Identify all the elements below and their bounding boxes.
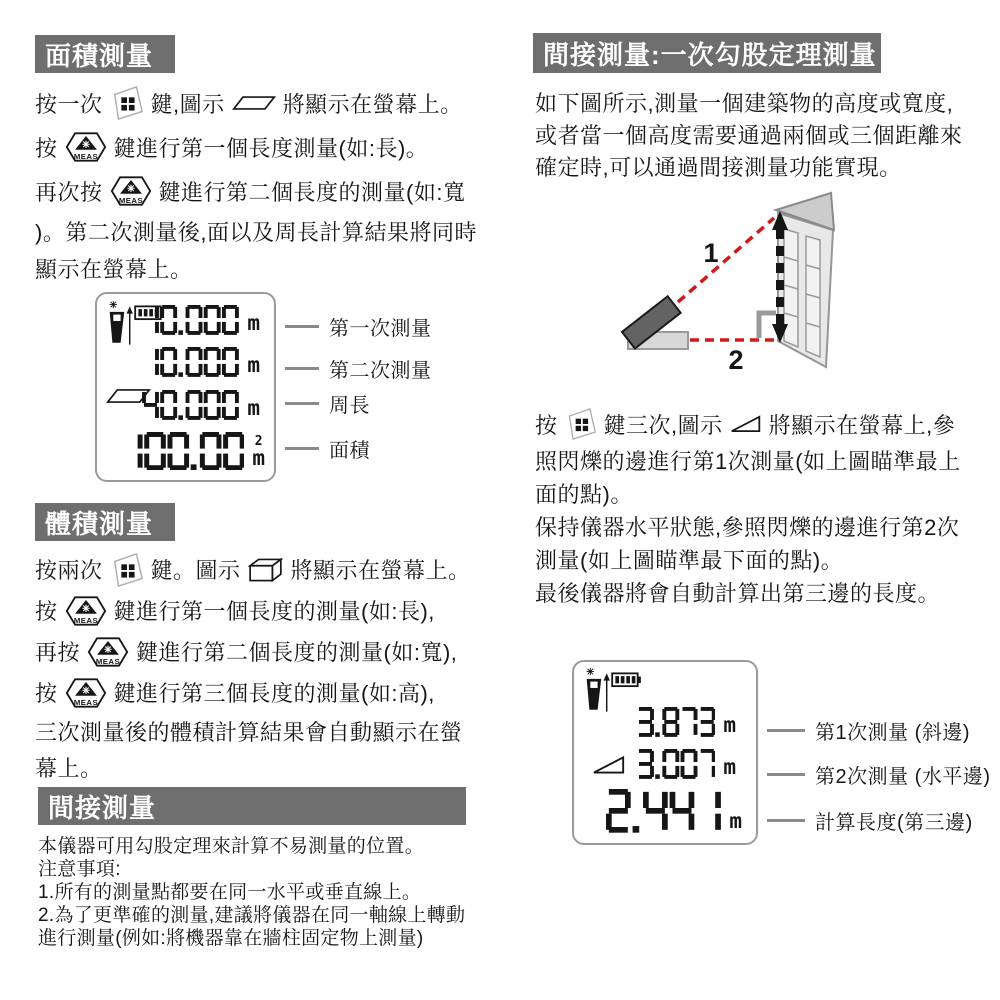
building-diagram xyxy=(540,185,990,400)
lcd-unit: m xyxy=(723,712,736,737)
lcd-unit: m xyxy=(247,395,260,420)
lcd-value xyxy=(142,347,239,377)
note-line: 進行測量(例如:將機器靠在牆柱固定物上測量) xyxy=(38,928,424,949)
building xyxy=(776,193,834,367)
lcd-value xyxy=(637,707,716,737)
triangle-icon xyxy=(730,414,762,434)
lcd-row xyxy=(95,432,265,470)
lcd-value xyxy=(637,749,716,779)
lcd-row-label: 周長 xyxy=(329,394,370,417)
text-segment: 再按 xyxy=(35,640,81,665)
text-line: 或者當一個高度需要通過兩個或三個距離來 xyxy=(535,123,963,148)
section-title-volume-measurement: 體積測量 xyxy=(35,503,175,541)
leader-line xyxy=(285,367,319,370)
lcd-display-pythagoras xyxy=(572,655,992,855)
lcd-row-label: 第1次測量 (斜邊) xyxy=(815,721,970,744)
lcd-row-annotation xyxy=(767,761,991,787)
text-segment: 鍵進行第三個長度的測量(如:高), xyxy=(113,681,435,706)
leader-line xyxy=(767,819,805,822)
lcd-row-label: 面積 xyxy=(329,439,370,462)
lcd-row-label: 第二次測量 xyxy=(329,359,432,382)
section-title-area-measurement: 面積測量 xyxy=(35,35,175,73)
text-segment: 再次按 xyxy=(35,179,103,205)
note-line: 本儀器可用勾股定理來計算不易測量的位置。 xyxy=(38,836,425,857)
text-segment: 鍵,圖示 xyxy=(150,91,225,117)
lcd-row xyxy=(95,305,260,335)
lcd-value xyxy=(142,390,239,420)
area-instructions xyxy=(35,81,513,287)
note-line: 注意事項: xyxy=(38,859,121,880)
lcd-display-area xyxy=(95,292,515,488)
lcd-row-annotation xyxy=(767,807,973,833)
lcd-row-annotation xyxy=(767,717,970,743)
text-segment: 鍵進行第一個長度測量(如:長)。 xyxy=(113,135,429,161)
text-segment: 鍵三次,圖示 xyxy=(603,412,723,438)
text-segment: 鍵。圖示 xyxy=(150,558,241,583)
text-segment: 鍵進行第二個長度的測量(如:寬 xyxy=(158,179,466,205)
text-line xyxy=(35,549,515,590)
section-title-pythagoras: 間接測量:一次勾股定理測量 xyxy=(533,33,881,73)
leader-line xyxy=(285,447,319,450)
diagram-label-1: 1 xyxy=(703,238,719,268)
area-parallelogram-icon xyxy=(232,95,276,111)
lcd-row xyxy=(95,390,260,420)
pythagoras-intro xyxy=(535,88,995,184)
text-line: 確定時,可以通過間接測量功能實現。 xyxy=(535,155,902,180)
text-segment: 按一次 xyxy=(35,91,103,117)
lcd-row-label: 第2次測量 (水平邊) xyxy=(815,765,991,788)
text-line: 測量(如上圖瞄準最下面的點)。 xyxy=(535,548,844,573)
text-line: 面的點)。 xyxy=(535,482,633,507)
laser-line-1 xyxy=(678,218,774,302)
pythagoras-steps xyxy=(535,404,990,609)
section-title-indirect-measurement: 間接測量 xyxy=(38,787,466,825)
text-line: 保持儀器水平狀態,參照閃爍的邊進行第2次 xyxy=(535,515,960,540)
lcd-value xyxy=(142,305,239,335)
text-line: 顯示在螢幕上。 xyxy=(35,257,193,282)
text-segment: 將顯示在螢幕上,參 xyxy=(768,412,956,438)
text-line: 最後儀器將會自動計算出第三邊的長度。 xyxy=(535,581,941,606)
text-segment: 按兩次 xyxy=(35,558,103,583)
text-segment: 按 xyxy=(535,412,558,438)
leader-line xyxy=(767,729,805,732)
lcd-value xyxy=(121,432,245,470)
text-line: 三次測量後的體積計算結果會自動顯示在螢 xyxy=(35,719,463,745)
lcd-row-label: 第一次測量 xyxy=(329,317,432,340)
lcd-unit: m xyxy=(247,310,260,335)
text-segment: 按 xyxy=(35,135,58,161)
note-line: 2.為了更準確的測量,建議將儀器在同一軸線上轉動 xyxy=(38,905,466,926)
keypad-key-icon xyxy=(110,553,144,587)
text-line xyxy=(35,169,513,213)
lcd-unit: m xyxy=(729,808,742,833)
text-segment: 鍵進行第二個長度的測量(如:寬), xyxy=(136,640,458,665)
lcd-row xyxy=(572,789,742,833)
text-line xyxy=(35,81,513,125)
text-line xyxy=(35,631,515,672)
lcd-row-annotation xyxy=(285,390,370,416)
lcd-row xyxy=(572,749,736,779)
lcd-row-annotation xyxy=(285,313,432,339)
diagram-label-2: 2 xyxy=(728,345,744,375)
lcd-value xyxy=(606,789,721,833)
leader-line xyxy=(285,325,319,328)
text-segment: 將顯示在螢幕上。 xyxy=(290,558,471,583)
text-line: 照閃爍的邊進行第1次測量(如上圖瞄準最上 xyxy=(535,449,961,474)
text-line xyxy=(35,590,515,631)
meas-key-icon xyxy=(65,676,107,710)
keypad-key-icon xyxy=(565,408,597,440)
meas-key-icon xyxy=(65,594,107,628)
meas-key-icon xyxy=(65,130,107,164)
keypad-key-icon xyxy=(110,86,144,120)
text-segment: 鍵進行第一個長度的測量(如:長), xyxy=(113,599,435,624)
indirect-notes xyxy=(38,835,498,950)
meas-key-icon xyxy=(110,174,152,208)
text-segment: 按 xyxy=(35,599,58,624)
lcd-unit: m xyxy=(247,352,260,377)
leader-line xyxy=(767,773,805,776)
text-line: 如下圖所示,測量一個建築物的高度或寬度, xyxy=(535,91,954,116)
text-line: )。第二次測量後,面以及周長計算結果將同時 xyxy=(35,220,477,245)
lcd-row-annotation xyxy=(285,355,432,381)
text-segment: 按 xyxy=(35,681,58,706)
text-line xyxy=(35,672,515,713)
lcd-unit: m xyxy=(723,754,736,779)
lcd-unit-base: m xyxy=(252,446,265,471)
text-segment: 將顯示在螢幕上。 xyxy=(282,91,463,117)
text-line: 幕上。 xyxy=(35,755,103,781)
volume-instructions xyxy=(35,549,515,785)
text-line xyxy=(535,404,990,444)
volume-box-icon xyxy=(248,557,284,583)
note-line: 1.所有的測量點都要在同一水平或垂直線上。 xyxy=(38,882,422,903)
leader-line xyxy=(285,402,319,405)
lcd-unit-exponent: 2 xyxy=(254,434,263,450)
lcd-row-label: 計算長度(第三邊) xyxy=(815,811,973,834)
lcd-row-annotation xyxy=(285,435,370,461)
lcd-row xyxy=(95,347,260,377)
meas-key-icon xyxy=(87,635,129,669)
lcd-row xyxy=(572,707,736,737)
text-line xyxy=(35,125,513,169)
lcd-unit xyxy=(252,435,265,469)
